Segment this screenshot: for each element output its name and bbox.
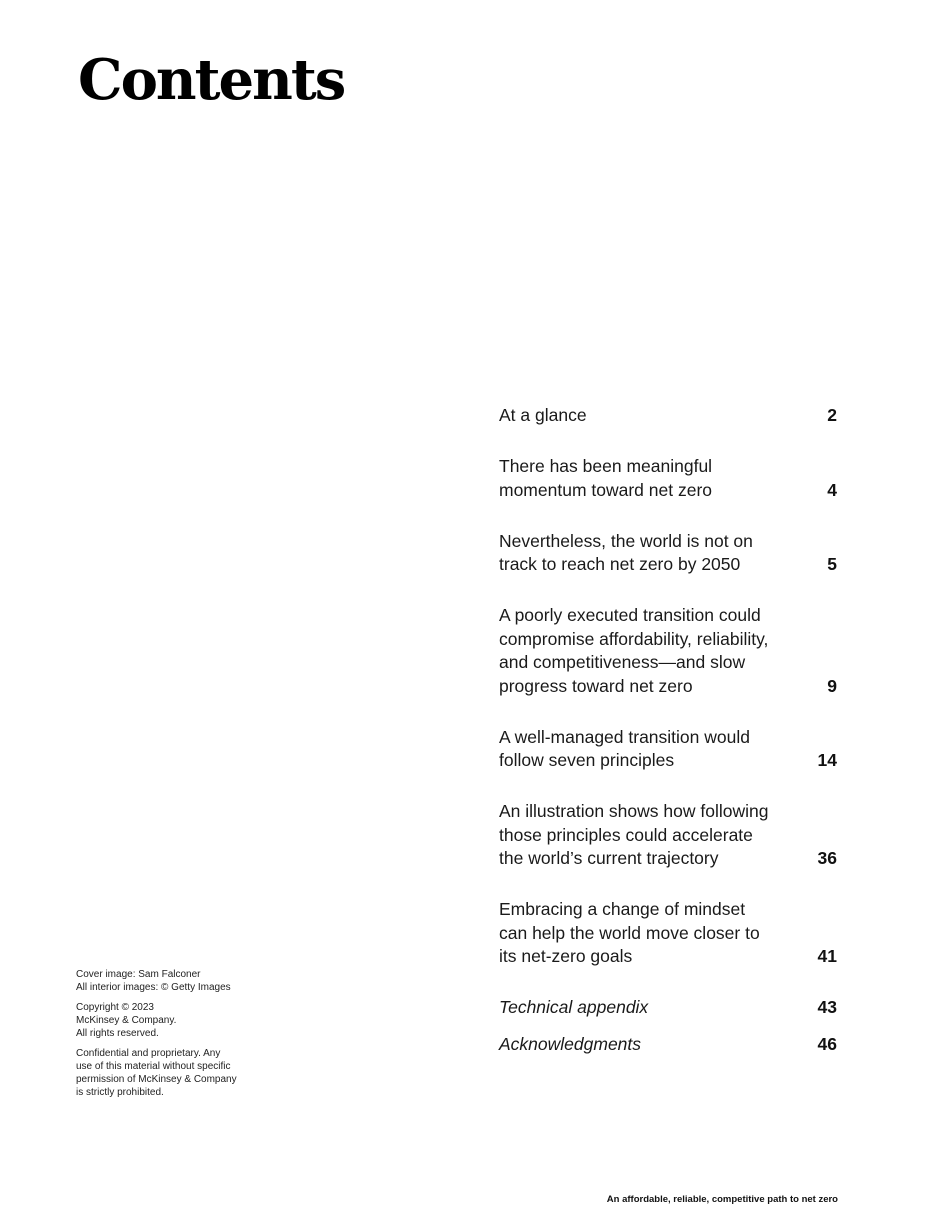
toc-entry-label: A well-managed transition would follow seven principles [499,726,750,770]
toc-entry-page-number: 41 [817,946,837,966]
table-of-contents [499,404,837,1069]
toc-entry-label: There has been meaningful momentum toward net zero [499,456,713,500]
toc-entry-seven-principles[interactable] [499,726,837,773]
page-title: Contents [78,47,345,113]
toc-entry-acknowledgments[interactable] [499,1033,837,1057]
toc-entry-page-number: 14 [817,750,837,770]
toc-entry-mindset[interactable] [499,898,837,969]
copyright-notice: Copyright © 2023 McKinsey & Company. All rights reserved. [76,1002,177,1039]
toc-entry-technical-appendix[interactable] [499,996,837,1020]
toc-entry-label: At a glance [499,405,587,425]
toc-entry-label: A poorly executed transition could compromise affordability, reliability, and competitiveness—and slow progress toward net zero [499,605,769,696]
credits-block [76,968,266,1106]
toc-entry-label: Embracing a change of mindset can help the world move closer to its net-zero goals [499,899,760,966]
toc-entry-page-number: 43 [817,997,837,1017]
toc-entry-page-number: 2 [827,405,837,425]
image-credits: Cover image: Sam Falconer All interior images: © Getty Images [76,969,231,993]
toc-entry-label: Technical appendix [499,997,649,1017]
toc-entry-label: Nevertheless, the world is not on track to reach net zero by 2050 [499,530,753,574]
toc-entry-label: Acknowledgments [499,1033,642,1054]
toc-entry-poorly-executed[interactable] [499,604,837,698]
toc-entry-label: An illustration shows how following those principles could accelerate the world’s current trajectory [499,801,769,868]
footer-report-title: An affordable, reliable, competitive path to net zero [606,1194,838,1205]
toc-entry-not-on-track[interactable] [499,530,837,577]
confidentiality-notice: Confidential and proprietary. Any use of this material without specific permission of McKinsey & Company is strictly prohibited. [76,1048,237,1098]
toc-entry-illustration[interactable] [499,800,837,871]
toc-entry-momentum[interactable] [499,455,837,502]
toc-entry-at-a-glance[interactable] [499,404,837,428]
toc-entry-page-number: 36 [817,848,837,868]
toc-entry-page-number: 4 [827,479,837,500]
toc-entry-page-number: 46 [817,1033,837,1054]
toc-entry-page-number: 5 [827,554,837,574]
toc-entry-page-number: 9 [827,675,837,696]
